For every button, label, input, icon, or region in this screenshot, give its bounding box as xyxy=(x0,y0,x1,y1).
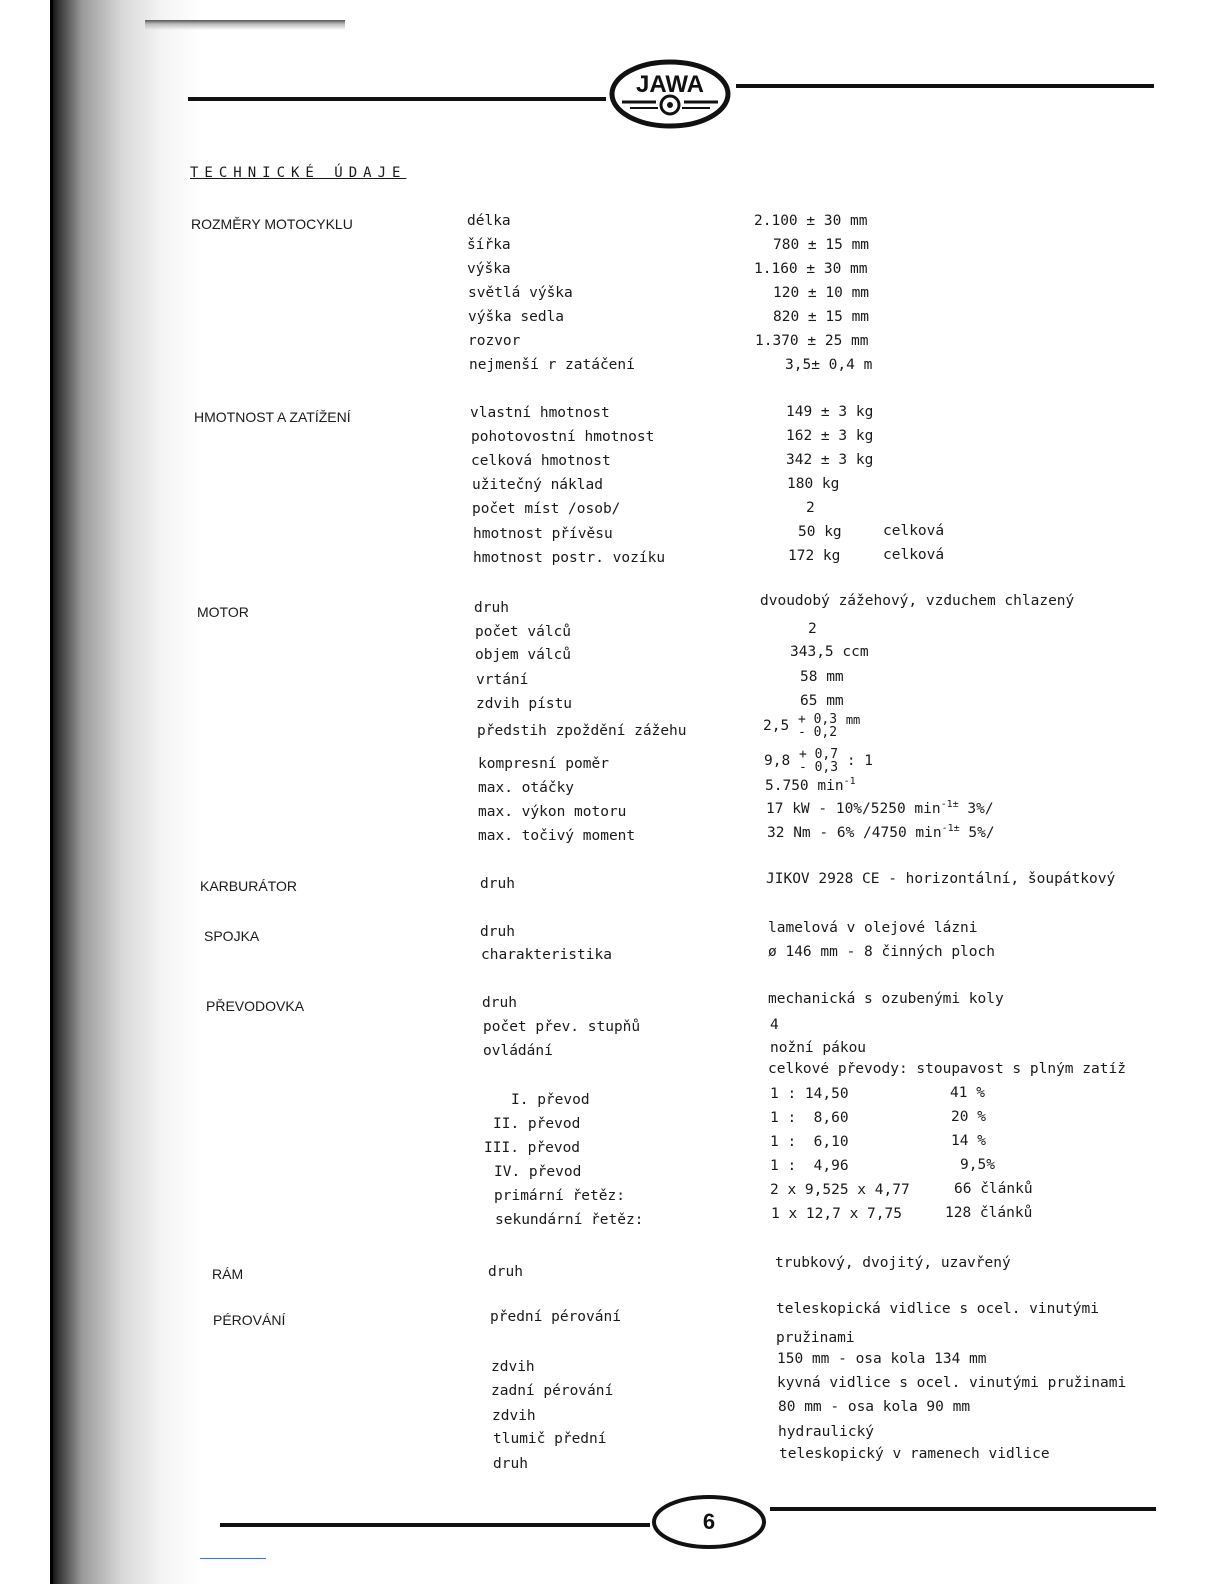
gear-label: II. převod xyxy=(493,1116,581,1132)
section-label: PÉROVÁNÍ xyxy=(213,1312,286,1328)
param: pohotovostní hmotnost xyxy=(471,429,655,445)
section-label: HMOTNOST A ZATÍŽENÍ xyxy=(194,409,351,425)
param: druh xyxy=(482,995,517,1011)
page-title: TECHNICKÉ ÚDAJE xyxy=(190,165,407,181)
value: 3,5± 0,4 m xyxy=(785,357,873,373)
param: max. výkon motoru xyxy=(478,804,627,820)
value: 5.750 $\min^{-1}$ xyxy=(765,776,856,794)
value: 1.160 ± 30 mm xyxy=(754,261,868,277)
param: kompresní poměr xyxy=(478,756,609,772)
value: lamelová v olejové lázni xyxy=(768,920,978,936)
page-number-badge xyxy=(650,1494,768,1550)
param: počet přev. stupňů xyxy=(483,1019,641,1035)
value: ø 146 mm - 8 činných ploch xyxy=(768,944,995,960)
gear-ratio: 1 : 4,96 xyxy=(770,1158,849,1174)
value: 342 ± 3 kg xyxy=(786,452,874,468)
param: hmotnost postr. vozíku xyxy=(473,550,666,566)
param: celková hmotnost xyxy=(471,453,611,469)
gear-label: primární řetěz: xyxy=(494,1188,625,1204)
param: max. otáčky xyxy=(478,780,575,796)
param: zdvih xyxy=(491,1359,535,1375)
gear-climb: 14 % xyxy=(951,1133,986,1149)
param: objem válců xyxy=(475,647,572,663)
value: JIKOV 2928 CE - horizontální, šoupátkový xyxy=(766,871,1116,887)
param: zdvih pístu xyxy=(476,696,573,712)
gear-label: III. převod xyxy=(484,1140,581,1156)
value: 2.100 ± 30 mm xyxy=(754,213,868,229)
value: 32 Nm - 6% /4750 $\min^{-1\pm} 5\%/$ xyxy=(767,823,995,841)
scan-shadow xyxy=(52,0,202,1584)
jawa-logo xyxy=(608,58,732,130)
value: 58 mm xyxy=(800,669,844,685)
gear-label: IV. převod xyxy=(494,1164,582,1180)
page-number: 6 xyxy=(702,1509,716,1534)
param: hmotnost přívěsu xyxy=(473,526,613,542)
section-label: MOTOR xyxy=(197,604,249,620)
gear-climb: 66 článků xyxy=(954,1181,1033,1197)
gear-label: I. převod xyxy=(511,1092,590,1108)
section-label: PŘEVODOVKA xyxy=(206,998,305,1014)
param: vrtání xyxy=(476,672,529,688)
value: teleskopická vidlice s ocel. vinutými xyxy=(776,1301,1100,1317)
value: 120 ± 10 mm xyxy=(773,285,870,301)
param: druh xyxy=(474,600,509,616)
section-label: RÁM xyxy=(212,1266,244,1282)
value: pružinami xyxy=(776,1330,855,1346)
param: rozvor xyxy=(468,333,521,349)
param: světlá výška xyxy=(468,285,573,301)
scan-edge xyxy=(50,0,53,1584)
param: výška xyxy=(467,261,511,277)
param: charakteristika xyxy=(481,947,612,963)
gear-climb: 128 článků xyxy=(945,1205,1033,1221)
gear-ratio: 1 : 6,10 xyxy=(770,1134,849,1150)
footer-rule-left xyxy=(220,1523,650,1527)
value: dvoudobý zážehový, vzduchem chlazený xyxy=(760,593,1075,609)
gear-ratio: 1 : 8,60 xyxy=(770,1110,849,1126)
gears-header: celkové převody: stoupavost s plným zatíž xyxy=(768,1062,1126,1077)
gear-climb: 9,5% xyxy=(960,1157,995,1173)
param: druh xyxy=(480,876,515,892)
param: počet míst /osob/ xyxy=(472,501,621,517)
logo-text: JAWA xyxy=(635,71,705,98)
param: max. točivý moment xyxy=(478,828,636,844)
param: druh xyxy=(488,1264,523,1280)
value: 2 xyxy=(808,621,817,637)
value: 9,8 + 0,7 - 0,3 : 1 xyxy=(764,747,874,775)
gear-label: sekundární řetěz: xyxy=(495,1212,644,1228)
header-rule-left xyxy=(188,97,606,101)
param: druh xyxy=(493,1456,528,1472)
param: šířka xyxy=(467,237,511,253)
value: 65 mm xyxy=(800,693,844,709)
value: 780 ± 15 mm xyxy=(773,237,870,253)
value: 162 ± 3 kg xyxy=(786,428,874,444)
section-label: ROZMĚRY MOTOCYKLU xyxy=(191,216,353,232)
param: druh xyxy=(480,924,515,940)
footer-rule-right xyxy=(770,1507,1156,1511)
param: ovládání xyxy=(483,1043,553,1059)
param: užitečný náklad xyxy=(472,477,603,493)
value: 50 kg xyxy=(798,524,842,540)
value: trubkový, dvojitý, uzavřený xyxy=(775,1255,1011,1271)
value: nožní pákou xyxy=(770,1040,867,1056)
value: 149 ± 3 kg xyxy=(786,404,874,420)
value: 180 kg xyxy=(787,476,840,492)
scan-mark xyxy=(200,1558,266,1559)
value: 80 mm - osa kola 90 mm xyxy=(778,1399,971,1415)
gear-ratio: 1 : 14,50 xyxy=(770,1086,849,1102)
param: zdvih xyxy=(492,1408,536,1424)
param: výška sedla xyxy=(468,309,565,325)
gear-climb: 41 % xyxy=(950,1085,985,1101)
param: předstih zpoždění zážehu xyxy=(477,723,687,739)
section-label: KARBURÁTOR xyxy=(200,878,297,894)
value: kyvná vidlice s ocel. vinutými pružinami xyxy=(777,1375,1127,1391)
value: 2 xyxy=(806,500,815,516)
value: 2,5 + 0,3 - 0,2 $^{mm}$ xyxy=(763,712,861,740)
header-rule-right xyxy=(736,84,1154,88)
value: hydraulický xyxy=(778,1424,875,1440)
param: vlastní hmotnost xyxy=(470,405,610,421)
scan-corner xyxy=(145,20,345,60)
param: délka xyxy=(467,213,511,229)
value: mechanická s ozubenými koly xyxy=(768,991,1004,1007)
value: 343,5 ccm xyxy=(790,644,869,660)
gear-climb: 20 % xyxy=(951,1109,986,1125)
value: 172 kg xyxy=(788,548,841,564)
param: počet válců xyxy=(475,624,572,640)
gear-ratio: 2 x 9,525 x 4,77 xyxy=(770,1182,910,1198)
param: tlumič přední xyxy=(493,1431,607,1447)
note: celková xyxy=(883,547,945,563)
gear-ratio: 1 x 12,7 x 7,75 xyxy=(771,1206,902,1222)
value: teleskopický v ramenech vidlice xyxy=(779,1446,1050,1462)
value: 1.370 ± 25 mm xyxy=(755,333,869,349)
value: 150 mm - osa kola 134 mm xyxy=(777,1351,987,1367)
note: celková xyxy=(883,523,945,539)
section-label: SPOJKA xyxy=(204,928,260,944)
value: 820 ± 15 mm xyxy=(773,309,870,325)
value: 4 xyxy=(770,1017,779,1033)
param: nejmenší r zatáčení xyxy=(469,357,635,373)
param: zadní pérování xyxy=(491,1383,614,1399)
param: přední pérování xyxy=(490,1309,621,1325)
value: 17 kW - 10%/5250 $\min^{-1\pm} 3\%/$ xyxy=(766,799,994,817)
